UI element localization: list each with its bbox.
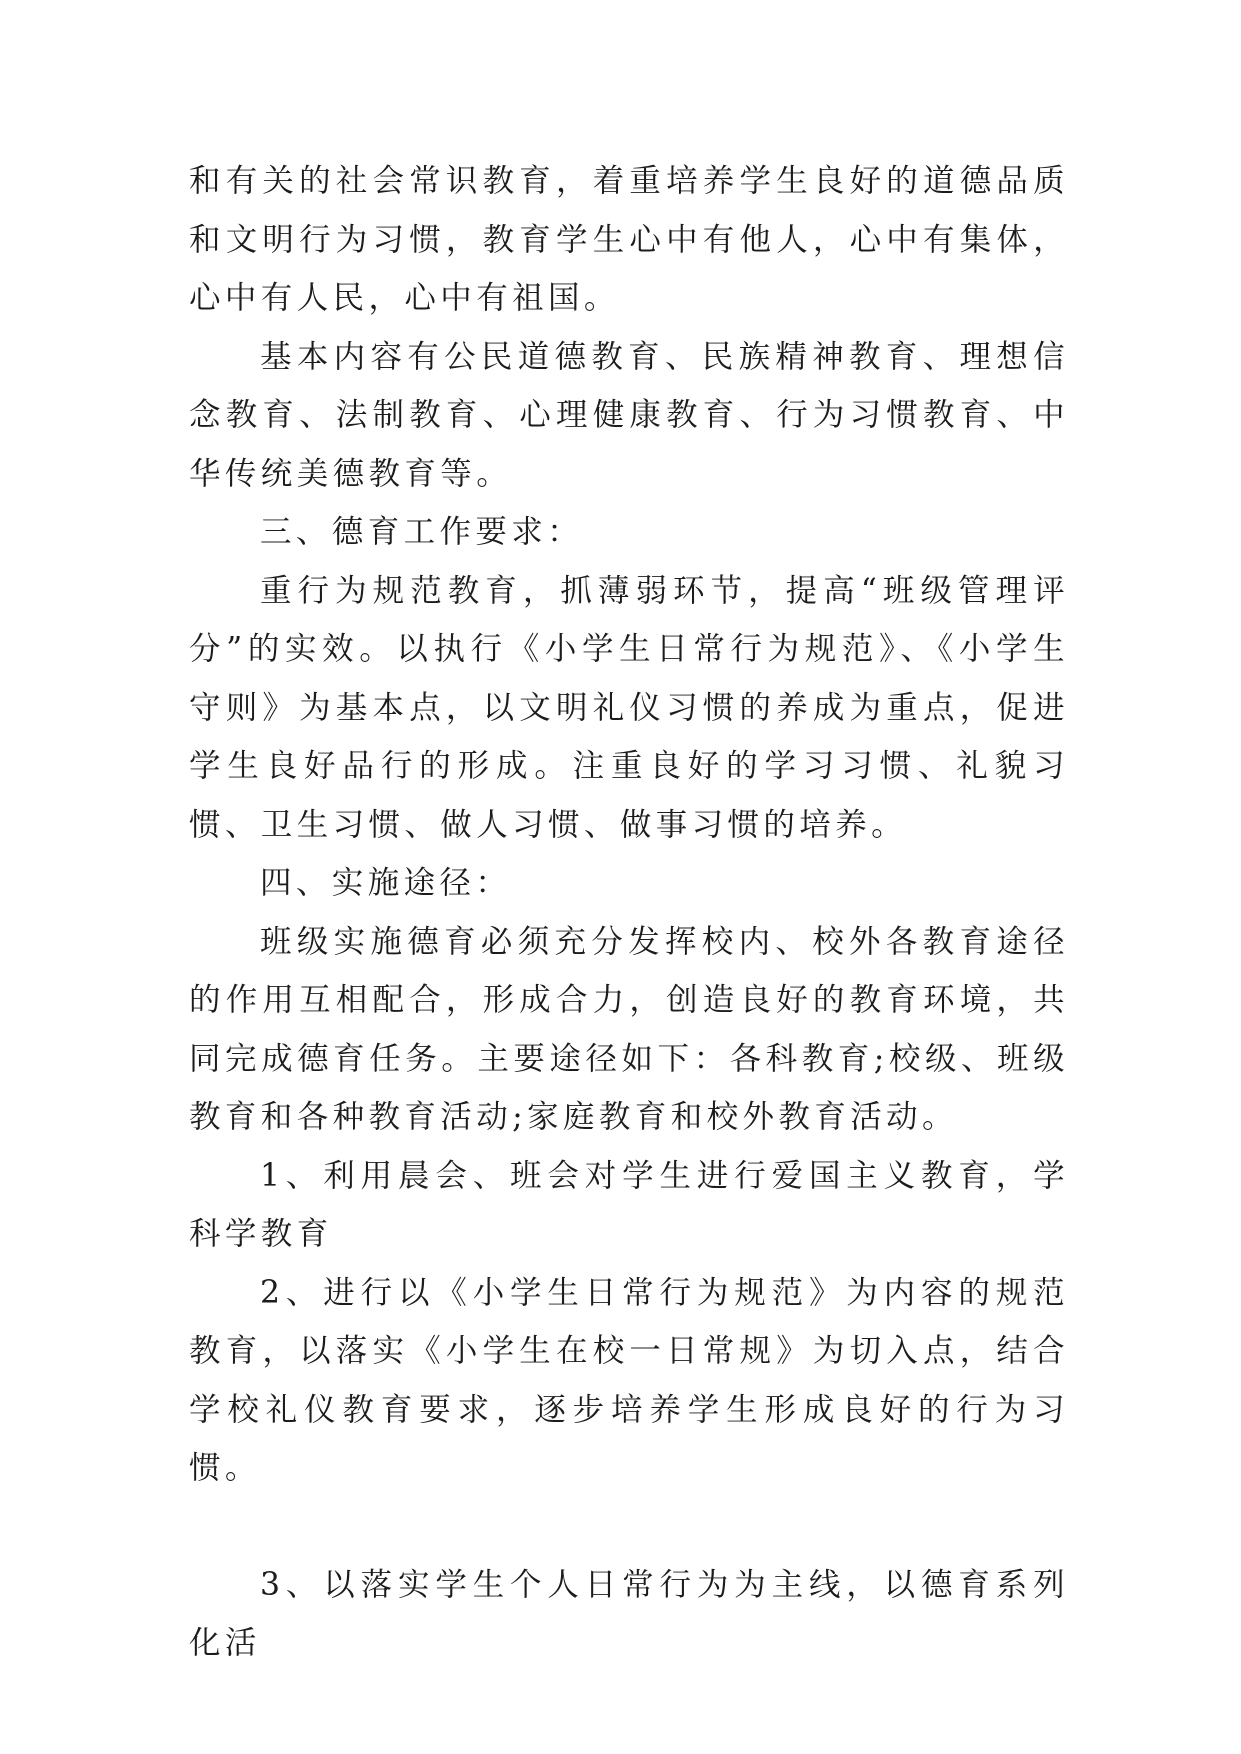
paragraph-implementation: 班级实施德育必须充分发挥校内、校外各教育途径的作用互相配合，形成合力，创造良好的教育环境，共同完成德育任务。主要途径如下：各科教育;校级、班级教育和各种教育活动;家庭教育和校外教育活动。 bbox=[189, 923, 1069, 1135]
paragraph-basic-content: 基本内容有公民道德教育、民族精神教育、理想信念教育、法制教育、心理健康教育、行为习惯教育、中华传统美德教育等。 bbox=[189, 338, 1069, 492]
paragraph-requirements: 重行为规范教育，抓薄弱环节，提高“班级管理评分”的实效。以执行《小学生日常行为规范》、《小学生守则》为基本点，以文明礼仪习惯的养成为重点，促进学生良好品行的形成。注重良好的学习习惯、礼貌习惯、卫生习惯、做人习惯、做事习惯的培养。 bbox=[189, 572, 1069, 843]
list-item-3: 3、以落实学生个人日常行为为主线，以德育系列化活 bbox=[189, 1566, 1069, 1661]
section-heading-requirements: 三、德育工作要求： bbox=[260, 514, 584, 550]
section-heading-implementation: 四、实施途径： bbox=[260, 865, 512, 901]
paragraph-continuation: 和有关的社会常识教育，着重培养学生良好的道德品质和文明行为习惯，教育学生心中有他人，心中有集体，心中有人民，心中有祖国。 bbox=[189, 163, 1069, 316]
list-item-2: 2、进行以《小学生日常行为规范》为内容的规范教育，以落实《小学生在校一日常规》为切入点，结合学校礼仪教育要求，逐步培养学生形成良好的行为习惯。 bbox=[189, 1274, 1069, 1486]
list-item-1: 1、利用晨会、班会对学生进行爱国主义教育，学科学教育 bbox=[189, 1157, 1069, 1252]
document-body bbox=[189, 152, 1069, 1673]
